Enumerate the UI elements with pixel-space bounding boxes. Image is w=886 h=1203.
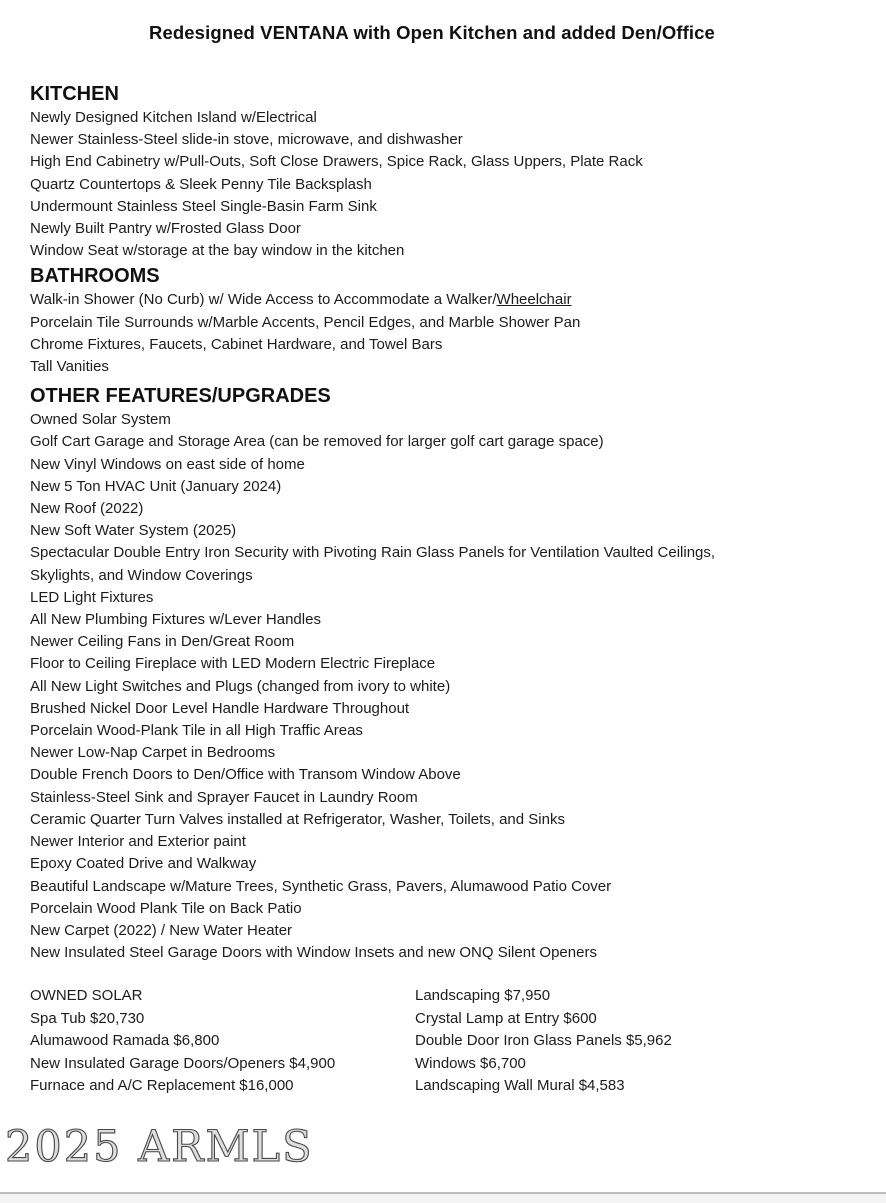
feature-line: Newer Ceiling Fans in Den/Great Room xyxy=(30,633,295,651)
feature-line: New Carpet (2022) / New Water Heater xyxy=(30,921,293,939)
feature-line: Ceramic Quarter Turn Valves installed at Refrigerator, Washer, Toilets, and Sinks xyxy=(30,810,565,828)
feature-line: Golf Cart Garage and Storage Area (can be removed for larger golf cart garage space) xyxy=(30,433,604,451)
feature-line: New Insulated Steel Garage Doors with Window Insets and new ONQ Silent Openers xyxy=(30,944,597,962)
bottom-scroll-track xyxy=(0,1192,886,1203)
document-title: Redesigned VENTANA with Open Kitchen and added Den/Office xyxy=(149,22,715,43)
cost-list-left-column xyxy=(30,985,415,1097)
cost-line: Landscaping $7,950 xyxy=(415,987,551,1005)
armls-watermark: 2025 ARMLS xyxy=(5,1122,314,1172)
section-heading-other-features-upgrades: OTHER FEATURES/UPGRADES xyxy=(30,385,331,408)
feature-line: Brushed Nickel Door Level Handle Hardware Throughout xyxy=(30,699,410,717)
feature-line: Double French Doors to Den/Office with Transom Window Above xyxy=(30,766,461,784)
cost-list-right-column xyxy=(415,985,800,1097)
feature-line: LED Light Fixtures xyxy=(30,588,154,606)
feature-line: Porcelain Wood Plank Tile on Back Patio xyxy=(30,899,302,917)
cost-line: Landscaping Wall Mural $4,583 xyxy=(415,1076,625,1094)
feature-line: All New Light Switches and Plugs (changed from ivory to white) xyxy=(30,677,451,695)
feature-line: Beautiful Landscape w/Mature Trees, Synthetic Grass, Pavers, Alumawood Patio Cover xyxy=(30,877,612,895)
feature-line: New Vinyl Windows on east side of home xyxy=(30,455,305,473)
feature-line: New 5 Ton HVAC Unit (January 2024) xyxy=(30,477,282,495)
feature-line: Chrome Fixtures, Faucets, Cabinet Hardware, and Towel Bars xyxy=(30,335,443,353)
cost-line: Crystal Lamp at Entry $600 xyxy=(415,1009,597,1027)
section-heading-kitchen: KITCHEN xyxy=(30,83,119,105)
feature-line: High End Cabinetry w/Pull-Outs, Soft Close Drawers, Spice Rack, Glass Uppers, Plate Rack xyxy=(30,153,643,171)
feature-line: Skylights, and Window Coverings xyxy=(30,566,253,584)
feature-line: Tall Vanities xyxy=(30,358,109,376)
feature-line: Porcelain Wood-Plank Tile in all High Traffic Areas xyxy=(30,722,363,740)
feature-text: Walk-in Shower (No Curb) w/ Wide Access to Accommodate a Walker/ xyxy=(30,291,497,309)
feature-line: Porcelain Tile Surrounds w/Marble Accents, Pencil Edges, and Marble Shower Pan xyxy=(30,313,581,331)
cost-line: Spa Tub $20,730 xyxy=(30,1009,145,1027)
feature-line: Owned Solar System xyxy=(30,411,171,429)
section-heading-bathrooms: BATHROOMS xyxy=(30,265,160,288)
cost-line: Double Door Iron Glass Panels $5,962 xyxy=(415,1032,672,1050)
feature-line: Newer Stainless-Steel slide-in stove, microwave, and dishwasher xyxy=(30,131,463,149)
feature-line: Stainless-Steel Sink and Sprayer Faucet in Laundry Room xyxy=(30,788,418,806)
feature-line: Window Seat w/storage at the bay window in the kitchen xyxy=(30,242,405,260)
document-body xyxy=(0,22,886,1097)
feature-line: Epoxy Coated Drive and Walkway xyxy=(30,855,257,873)
cost-line: Furnace and A/C Replacement $16,000 xyxy=(30,1076,294,1094)
cost-line: Alumawood Ramada $6,800 xyxy=(30,1032,220,1050)
feature-line: Undermount Stainless Steel Single-Basin Farm Sink xyxy=(30,197,377,215)
feature-line xyxy=(30,289,834,311)
cost-line: OWNED SOLAR xyxy=(30,987,143,1005)
feature-line: Quartz Countertops & Sleek Penny Tile Backsplash xyxy=(30,175,372,193)
feature-line: Newly Built Pantry w/Frosted Glass Door xyxy=(30,220,301,238)
feature-line: Newer Interior and Exterior paint xyxy=(30,833,246,851)
feature-line: Spectacular Double Entry Iron Security with Pivoting Rain Glass Panels for Ventilation Vaulted Ceilings, xyxy=(30,544,716,562)
cost-line: New Insulated Garage Doors/Openers $4,900 xyxy=(30,1054,336,1072)
feature-line: Newer Low-Nap Carpet in Bedrooms xyxy=(30,744,276,762)
cost-list xyxy=(30,985,834,1097)
sections xyxy=(30,81,834,964)
feature-line: Newly Designed Kitchen Island w/Electrical xyxy=(30,109,317,126)
feature-line: All New Plumbing Fixtures w/Lever Handles xyxy=(30,611,321,629)
feature-line: New Roof (2022) xyxy=(30,500,144,518)
underlined-text: Wheelchair xyxy=(496,291,572,309)
feature-line: Floor to Ceiling Fireplace with LED Modern Electric Fireplace xyxy=(30,655,436,673)
feature-line: New Soft Water System (2025) xyxy=(30,522,237,540)
cost-line: Windows $6,700 xyxy=(415,1054,526,1072)
